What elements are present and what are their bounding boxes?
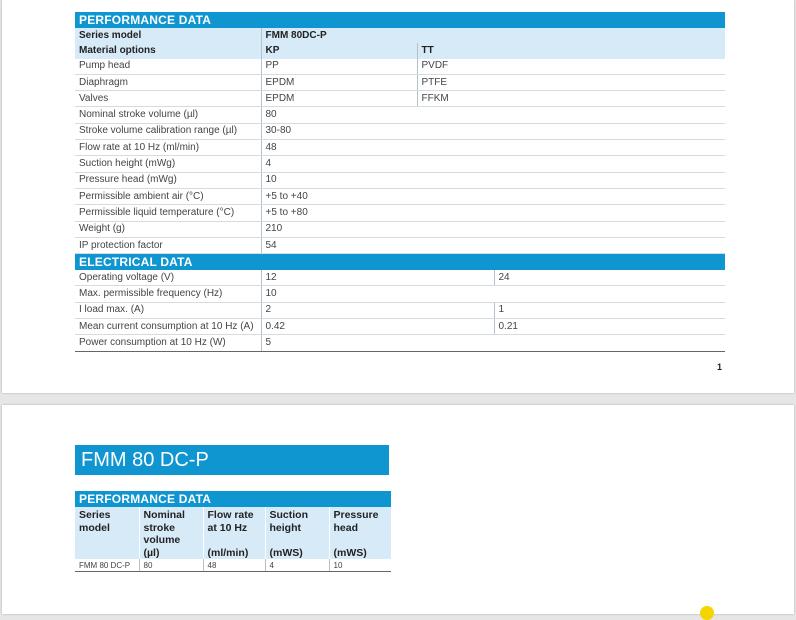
table-row — [75, 319, 725, 335]
value-12v: 2 — [261, 302, 494, 318]
row-value: 10 — [261, 172, 725, 188]
material-tt-header: TT — [417, 43, 725, 58]
cell-suction-height: 4 — [265, 559, 329, 572]
row-label: Weight (g) — [75, 221, 261, 237]
row-label: Operating voltage (V) — [75, 270, 261, 286]
row-label: Power consumption at 10 Hz (W) — [75, 335, 261, 351]
table-row — [75, 302, 725, 318]
table-row — [75, 91, 725, 107]
column-header — [329, 507, 391, 559]
table-row — [75, 74, 725, 90]
row-label: Stroke volume calibration range (µl) — [75, 123, 261, 139]
row-label: IP protection factor — [75, 237, 261, 253]
table-row — [75, 205, 725, 221]
value-24v: 1 — [494, 302, 725, 318]
table-row — [75, 335, 725, 351]
header-unit: (µl) — [143, 546, 160, 559]
table-row — [75, 221, 725, 237]
header-name: Suction height — [269, 509, 308, 534]
kp-value: PP — [261, 59, 417, 75]
material-options-label: Material options — [75, 43, 261, 58]
yellow-corner-mark — [700, 606, 714, 620]
material-kp-header: KP — [261, 43, 417, 58]
row-value: 54 — [261, 237, 725, 253]
row-value: 48 — [261, 140, 725, 156]
cell-flow-rate: 48 — [203, 559, 265, 572]
table-row — [75, 270, 725, 286]
row-label: Pressure head (mWg) — [75, 172, 261, 188]
model-title: FMM 80 DC-P — [75, 445, 389, 475]
document-page-2 — [2, 405, 794, 614]
column-header — [139, 507, 203, 559]
header-row — [75, 507, 391, 559]
table-row — [75, 156, 725, 172]
row-value: 210 — [261, 221, 725, 237]
value-24v: 0.21 — [494, 319, 725, 335]
series-model-value: FMM 80DC-P — [261, 28, 725, 43]
table-row — [75, 107, 725, 123]
row-value: 30-80 — [261, 123, 725, 139]
row-value: 4 — [261, 156, 725, 172]
row-value: 80 — [261, 107, 725, 123]
electrical-section-header — [75, 254, 725, 271]
column-header — [75, 507, 139, 559]
row-value: +5 to +80 — [261, 205, 725, 221]
table-row — [75, 559, 391, 572]
value-24v: 24 — [494, 270, 725, 286]
table-row — [75, 123, 725, 139]
performance-section-header — [75, 491, 391, 507]
row-label: Suction height (mWg) — [75, 156, 261, 172]
row-value: 5 — [261, 335, 725, 351]
material-options-row — [75, 43, 725, 58]
series-model-label: Series model — [75, 28, 261, 43]
row-label: Flow rate at 10 Hz (ml/min) — [75, 140, 261, 156]
row-value: 10 — [261, 286, 725, 302]
header-unit: (mWS) — [269, 546, 303, 559]
row-value: +5 to +40 — [261, 188, 725, 204]
table-row — [75, 140, 725, 156]
table-row — [75, 188, 725, 204]
table-row — [75, 237, 725, 253]
performance-section-header — [75, 12, 725, 28]
cell-series-model: FMM 80 DC-P — [75, 559, 139, 572]
header-unit: (ml/min) — [207, 546, 249, 559]
tt-value: PVDF — [417, 59, 725, 75]
header-name: Nominal stroke volume — [143, 509, 185, 546]
header-name: Flow rate at 10 Hz — [207, 509, 254, 534]
row-label: Permissible liquid temperature (°C) — [75, 205, 261, 221]
document-page-1 — [2, 0, 794, 393]
column-header — [265, 507, 329, 559]
row-label: Permissible ambient air (°C) — [75, 188, 261, 204]
tt-value: PTFE — [417, 74, 725, 90]
row-label: Valves — [75, 91, 261, 107]
value-12v: 0.42 — [261, 319, 494, 335]
header-unit: (mWS) — [333, 546, 367, 559]
kp-value: EPDM — [261, 91, 417, 107]
table-row — [75, 59, 725, 75]
performance-electrical-table — [75, 12, 725, 352]
row-label: Nominal stroke volume (µl) — [75, 107, 261, 123]
series-model-row — [75, 28, 725, 43]
table-row — [75, 172, 725, 188]
cell-pressure-head: 10 — [329, 559, 391, 572]
header-name: Pressure head — [333, 509, 379, 534]
page-number: 1 — [716, 362, 722, 372]
electrical-title: ELECTRICAL DATA — [75, 254, 725, 271]
summary-performance-table — [75, 491, 391, 572]
table-row — [75, 286, 725, 302]
performance-title: PERFORMANCE DATA — [75, 12, 725, 28]
cell-stroke-volume: 80 — [139, 559, 203, 572]
header-name: Series model — [79, 509, 111, 534]
performance-title: PERFORMANCE DATA — [75, 491, 391, 507]
column-header — [203, 507, 265, 559]
row-label: Max. permissible frequency (Hz) — [75, 286, 261, 302]
value-12v: 12 — [261, 270, 494, 286]
tt-value: FFKM — [417, 91, 725, 107]
row-label: I load max. (A) — [75, 302, 261, 318]
row-label: Pump head — [75, 59, 261, 75]
kp-value: EPDM — [261, 74, 417, 90]
row-label: Mean current consumption at 10 Hz (A) — [75, 319, 261, 335]
row-label: Diaphragm — [75, 74, 261, 90]
